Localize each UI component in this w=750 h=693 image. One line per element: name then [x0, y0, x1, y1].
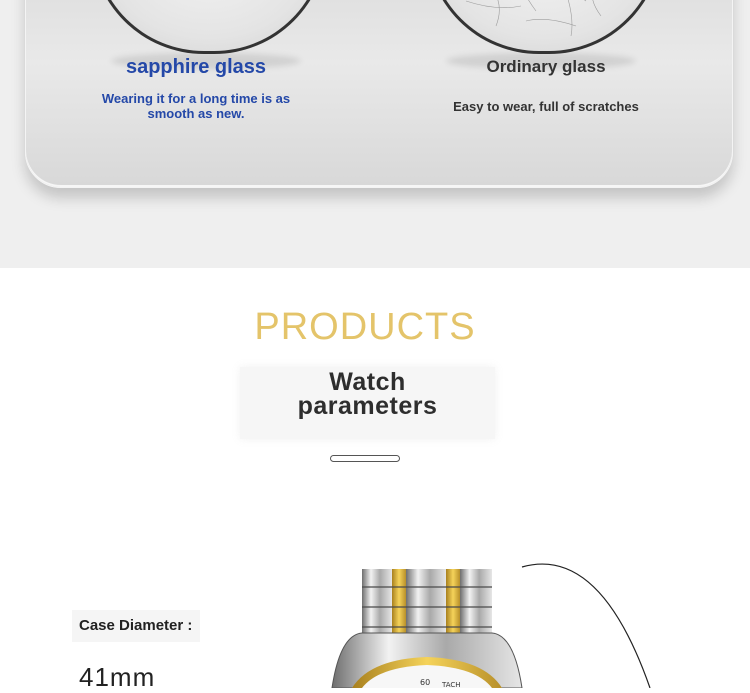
ordinary-description: Easy to wear, full of scratches — [453, 99, 639, 114]
case-diameter-label: Case Diameter : — [79, 617, 193, 634]
watch-image — [300, 555, 750, 688]
sapphire-title: sapphire glass — [125, 56, 267, 78]
products-heading: PRODUCTS — [254, 306, 476, 348]
parameters-heading-line1: Watch — [329, 368, 406, 396]
parameters-heading-line2: parameters — [297, 392, 438, 420]
scratches-graphic — [426, 0, 662, 55]
glass-comparison-card — [25, 0, 733, 188]
ordinary-title: Ordinary glass — [486, 57, 606, 76]
parameters-heading — [240, 370, 495, 418]
divider-pill — [330, 455, 400, 462]
ordinary-column — [436, 57, 656, 114]
sapphire-lens-image — [91, 0, 327, 54]
dial-tach-label: TACH — [442, 681, 461, 688]
dial-number: 60 — [420, 678, 431, 687]
glass-comparison-section — [0, 0, 750, 268]
callout-arc — [522, 564, 650, 688]
sapphire-column — [96, 56, 296, 121]
sapphire-description: Wearing it for a long time is as smooth as new. — [101, 91, 291, 121]
case-diameter-value: 41mm — [79, 662, 156, 692]
